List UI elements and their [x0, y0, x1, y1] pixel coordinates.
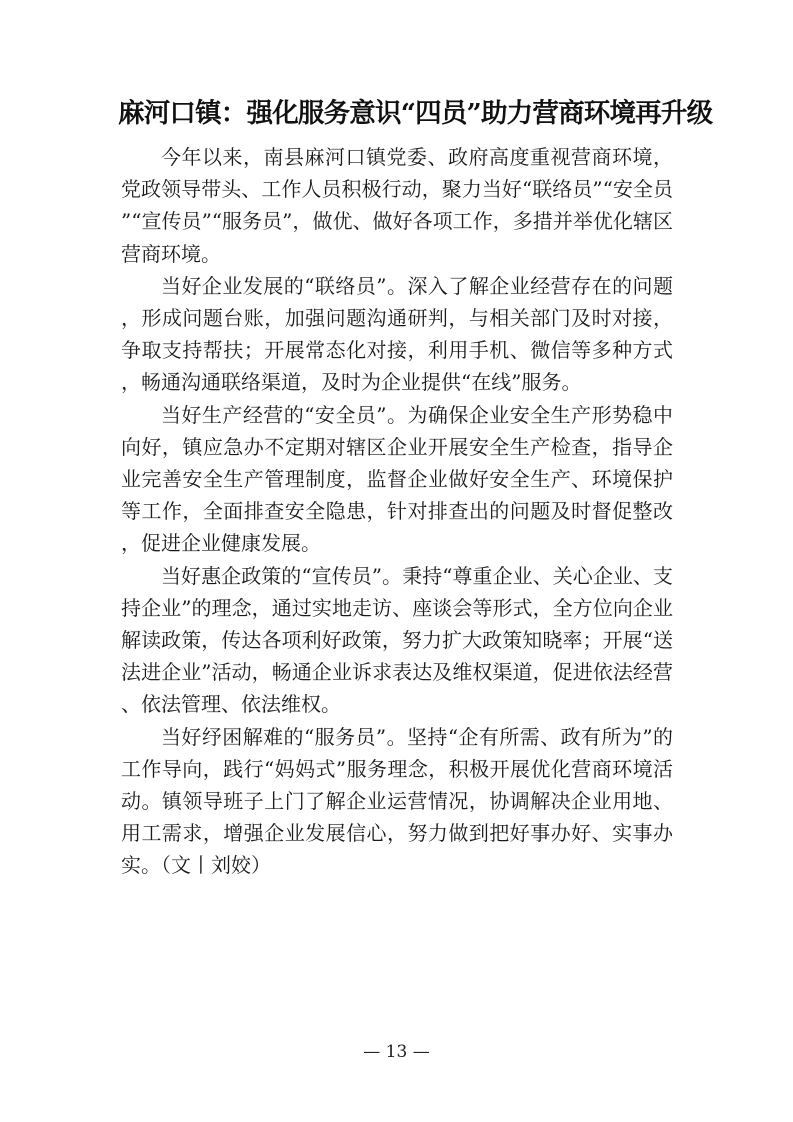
page-number: — 13 —: [363, 1042, 430, 1062]
paragraph-safety: 当好生产经营的“安全员”。为确保企业安全生产形势稳中向好，镇应急办不定期对辖区企业开展安全生产检查，指导企业完善安全生产管理制度，监督企业做好安全生产、环境保护等工作，全面排查安全隐患，针对排查出的问题及时督促整改，促进企业健康发展。: [121, 402, 673, 556]
paragraph-service: 当好纾困解难的“服务员”。坚持“企有所需、政有所为”的工作导向，践行“妈妈式”服务理念，积极开展优化营商环境活动。镇领导班子上门了解企业运营情况，协调解决企业用地、用工需求，增强企业发展信心，努力做到把好事办好、实事办实。（文丨刘姣）: [121, 724, 673, 878]
paragraph-liaison: 当好企业发展的“联络员”。深入了解企业经营存在的问题，形成问题台账，加强问题沟通研判，与相关部门及时对接，争取支持帮扶；开展常态化对接，利用手机、微信等多种方式，畅通沟通联络渠道，及时为企业提供“在线”服务。: [121, 273, 673, 395]
article-title: 麻河口镇：强化服务意识“四员”助力营商环境再升级: [118, 98, 713, 129]
paragraph-intro: 今年以来，南县麻河口镇党委、政府高度重视营商环境，党政领导带头、工作人员积极行动，聚力当好“联络员”“安全员”“宣传员”“服务员”，做优、做好各项工作，多措并举优化辖区营商环境。: [121, 145, 673, 266]
article-body: [121, 141, 673, 882]
paragraph-publicity: 当好惠企政策的“宣传员”。秉持“尊重企业、关心企业、支持企业”的理念，通过实地走访、座谈会等形式，全方位向企业解读政策，传达各项利好政策，努力扩大政策知晓率；开展“送法进企业”活动，畅通企业诉求表达及维权渠道，促进依法经营、依法管理、依法维权。: [121, 563, 673, 717]
